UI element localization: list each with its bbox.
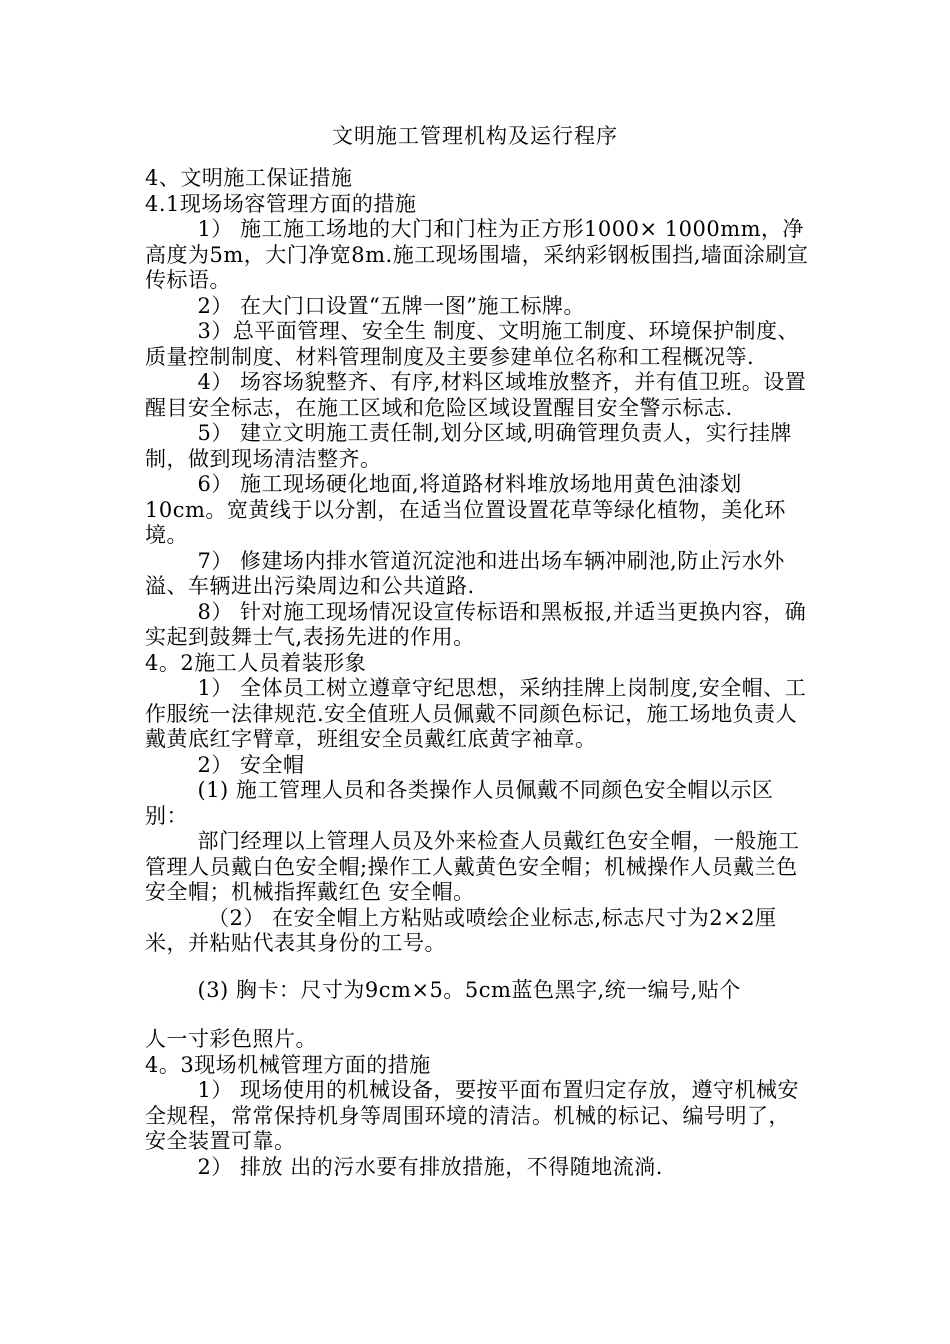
- document-title: 文明施工管理机构及运行程序: [332, 124, 618, 148]
- paragraph-4-3-2: 2） 排放 出的污水要有排放措施，不得随地流淌.: [197, 1154, 663, 1179]
- paragraph-4-1-7: 7） 修建场内排水管道沉淀池和进出场车辆冲刷池,防止污水外溢、车辆进出污染周边和公共道路.: [145, 548, 785, 598]
- paragraph-4-1-4: 4） 场容场貌整齐、有序,材料区域堆放整齐，并有值卫班。设置醒目安全标志，在施工区域和危险区域设置醒目安全警示标志.: [145, 370, 807, 420]
- paragraph-4-2-2-d-line1: (3) 胸卡：尺寸为9cm×5。5cm蓝色黑字,统一编号,贴个: [197, 977, 741, 1002]
- section-heading-4-1: 4.1现场场容管理方面的措施: [145, 191, 417, 216]
- section-heading-4-2: 4。2施工人员着装形象: [145, 650, 367, 675]
- paragraph-4-1-3: 3）总平面管理、安全生 制度、文明施工制度、环境保护制度、质量控制制度、材料管理制度及主要参建单位名称和工程概况等.: [145, 319, 800, 369]
- paragraph-4-2-2-d-line2: 人一寸彩色照片。: [145, 1027, 317, 1051]
- paragraph-4-1-6: 6） 施工现场硬化地面,将道路材料堆放场地用黄色油漆划10cm。宽黄线于以分割，在适当位置设置花草等绿化植物，美化环境。: [145, 472, 786, 547]
- paragraph-4-1-5: 5） 建立文明施工责任制,划分区域,明确管理负责人，实行挂牌制，做到现场清洁整齐。: [145, 421, 792, 471]
- paragraph-4-1-1: 1） 施工施工场地的大门和门柱为正方形1000× 1000mm，净高度为5m，大门净宽8m.施工现场围墙，采纳彩钢板围挡,墙面涂刷宣传标语。: [145, 217, 809, 292]
- paragraph-4-1-8: 8） 针对施工现场情况设宣传标语和黑板报,并适当更换内容，确实起到鼓舞士气,表扬先进的作用。: [145, 599, 807, 649]
- paragraph-4-1-2: 2） 在大门口设置“五牌一图”施工标牌。: [197, 293, 586, 318]
- document-body: [145, 166, 810, 1180]
- paragraph-4-3-1: 1） 现场使用的机械设备，要按平面布置归定存放，遵守机械安全规程，常常保持机身等周围环境的清洁。机械的标记、编号明了，安全装置可靠。: [145, 1078, 800, 1153]
- paragraph-4-2-2-b: 部门经理以上管理人员及外来检查人员戴红色安全帽，一般施工管理人员戴白色安全帽;操作工人戴黄色安全帽；机械操作人员戴兰色安全帽；机械指挥戴红色 安全帽。: [145, 829, 800, 904]
- section-heading-4-3: 4。3现场机械管理方面的措施: [145, 1052, 431, 1077]
- paragraph-4-2-2-a: (1) 施工管理人员和各类操作人员佩戴不同颜色安全帽以示区别：: [145, 778, 774, 828]
- paragraph-4-2-1: 1） 全体员工树立遵章守纪思想，采纳挂牌上岗制度,安全帽、工作服统一法律规范.安全值班人员佩戴不同颜色标记，施工场地负责人戴黄底红字臂章，班组安全员戴红底黄字袖章。: [145, 676, 807, 751]
- section-heading-4: 4、文明施工保证措施: [145, 166, 353, 190]
- paragraph-4-2-2: 2） 安全帽: [197, 752, 305, 777]
- paragraph-4-2-2-c: （2） 在安全帽上方粘贴或喷绘企业标志,标志尺寸为2×2厘米，并粘贴代表其身份的工号。: [145, 905, 777, 955]
